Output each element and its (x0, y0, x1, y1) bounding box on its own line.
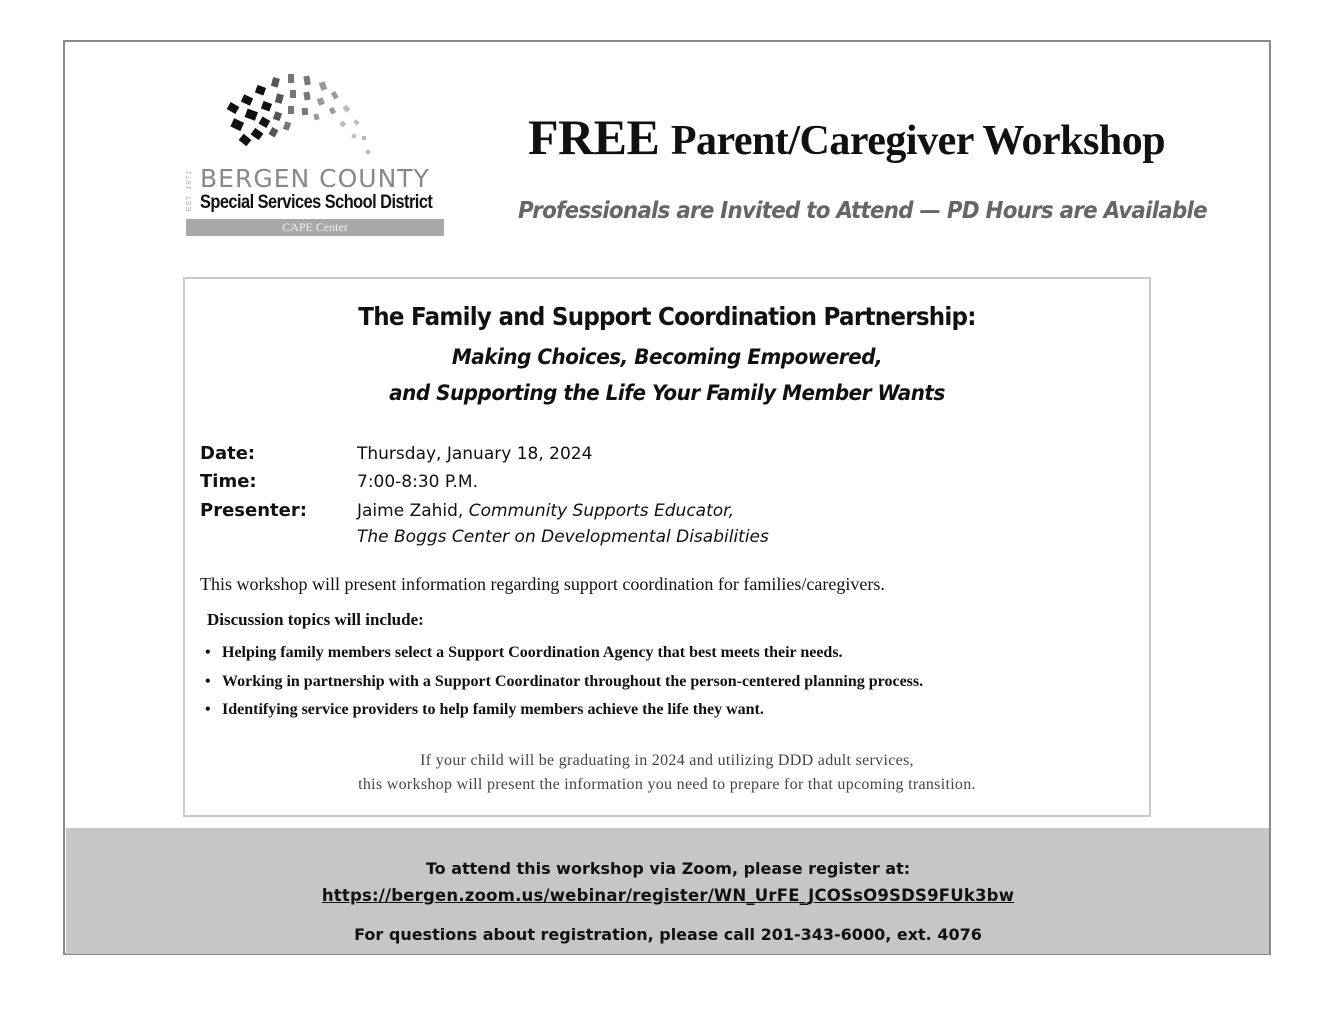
title-free: FREE (528, 109, 660, 165)
intro-text: This workshop will present information regarding support coordination for families/caregivers. (200, 574, 885, 594)
page-title (528, 108, 1165, 166)
event-subtitle-line1: Making Choices, Becoming Empowered, (451, 345, 883, 369)
list-item: • Helping family members select a Support Coordination Agency that best meets their needs. (205, 644, 923, 673)
list-item: • Identifying service providers to help family members achieve the life they want. (205, 701, 923, 730)
bergen-county-logo (186, 70, 446, 240)
presenter-name: Jaime Zahid, (357, 501, 464, 521)
title-rest: Parent/Caregiver Workshop (670, 118, 1166, 164)
register-text: To attend this workshop via Zoom, please register at: (425, 859, 911, 878)
presenter-org (357, 527, 769, 547)
topics-heading: Discussion topics will include: (207, 610, 424, 629)
presenter-value (357, 501, 734, 521)
logo-band: CAPE Center (186, 219, 444, 236)
event-title: The Family and Support Coordination Partnership: (358, 302, 976, 331)
register-link[interactable]: https://bergen.zoom.us/webinar/register/WN_UrFE_JCOSsO9SDS9FUk3bw (321, 886, 1015, 905)
logo-name: BERGEN COUNTY (200, 164, 430, 193)
closing-line2: this workshop will present the information you need to prepare for that upcoming transition. (358, 776, 976, 793)
presenter-org-text: The Boggs Center on Developmental Disabilities (357, 527, 769, 547)
date-label: Date: (200, 443, 256, 464)
page-subtitle: Professionals are Invited to Attend — PD Hours are Available (518, 198, 1207, 224)
topics-list (205, 644, 923, 730)
event-subtitle-line2: and Supporting the Life Your Family Member Wants (389, 381, 945, 405)
logo-burst-icon (226, 70, 396, 165)
presenter-role: Community Supports Educator, (468, 501, 734, 521)
closing-line1: If your child will be graduating in 2024 and utilizing DDD adult services, (420, 752, 914, 769)
time-value: 7:00-8:30 P.M. (357, 472, 478, 492)
date-value: Thursday, January 18, 2024 (357, 444, 593, 464)
questions-text: For questions about registration, please call 201-343-6000, ext. 4076 (354, 925, 982, 944)
time-label: Time: (200, 471, 257, 492)
presenter-label: Presenter: (200, 500, 307, 521)
logo-subtitle: Special Services School District (200, 192, 433, 213)
logo-est-label: EST. 1971 (186, 170, 193, 212)
list-item: • Working in partnership with a Support Coordinator throughout the person-centered planning process. (205, 673, 923, 702)
